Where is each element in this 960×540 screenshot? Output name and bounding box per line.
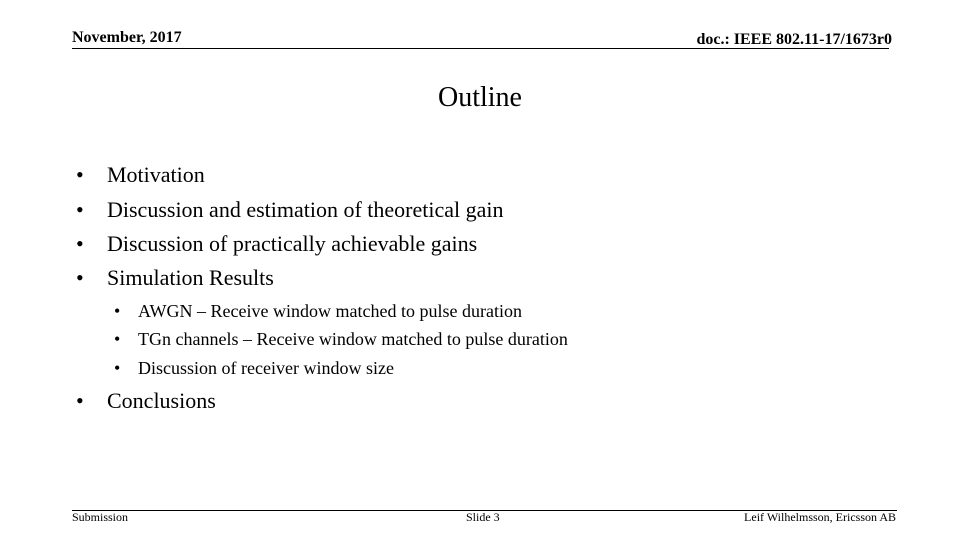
header-doc-id: doc.: IEEE 802.11-17/1673r0 <box>696 31 892 48</box>
bullet-item <box>76 265 274 291</box>
slide-title: Outline <box>438 82 522 113</box>
bullet-icon: • <box>114 301 121 321</box>
bullet-text: Discussion of practically achievable gains <box>107 231 478 256</box>
bullet-icon: • <box>76 197 84 222</box>
bullet-item <box>76 231 477 257</box>
bullet-icon: • <box>114 358 121 378</box>
bullet-icon: • <box>76 388 84 413</box>
bullet-text: Discussion and estimation of theoretical gain <box>107 197 504 222</box>
bullet-icon: • <box>76 162 84 187</box>
bullet-text: TGn channels – Receive window matched to pulse duration <box>138 329 568 349</box>
header-divider <box>72 48 889 49</box>
bullet-item <box>76 162 205 188</box>
bullet-text: Simulation Results <box>107 265 274 290</box>
bullet-text: Motivation <box>107 162 205 187</box>
bullet-text: AWGN – Receive window matched to pulse duration <box>138 301 522 321</box>
footer-author: Leif Wilhelmsson, Ericsson AB <box>744 510 896 524</box>
sub-bullet-item <box>114 357 394 379</box>
bullet-text: Conclusions <box>107 388 216 413</box>
sub-bullet-item <box>114 328 568 350</box>
bullet-icon: • <box>76 231 84 256</box>
footer-slide-number: Slide 3 <box>466 510 500 524</box>
bullet-item <box>76 388 216 414</box>
bullet-item <box>76 197 504 223</box>
sub-bullet-item <box>114 300 522 322</box>
bullet-icon: • <box>114 329 121 349</box>
bullet-icon: • <box>76 265 84 290</box>
header-date: November, 2017 <box>72 29 182 46</box>
bullet-text: Discussion of receiver window size <box>138 358 394 378</box>
footer-submission: Submission <box>72 510 129 524</box>
